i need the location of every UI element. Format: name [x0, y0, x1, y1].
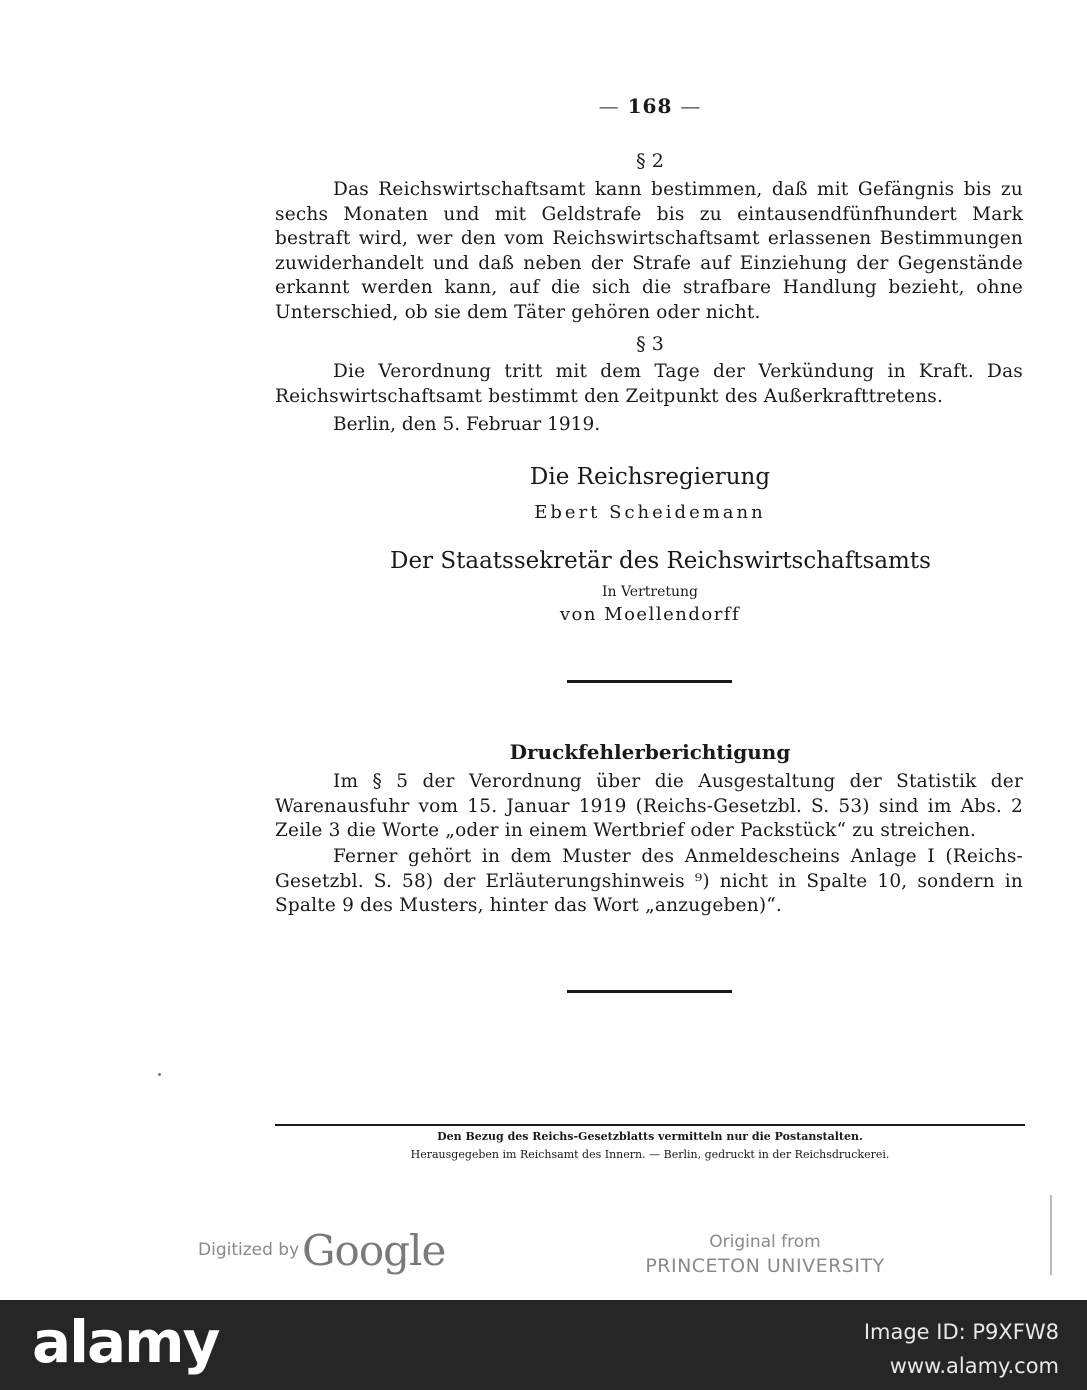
separator-rule — [567, 990, 732, 993]
section-2-heading: § 2 — [636, 150, 664, 172]
separator-rule — [567, 680, 732, 683]
stock-image-id: Image ID: P9XFW8 — [863, 1320, 1059, 1344]
signature-government: Die Reichsregierung — [529, 464, 771, 490]
footer-line-1: Den Bezug des Reichs-Gesetzblatts vermitteln nur die Postanstalten. — [437, 1130, 863, 1143]
stock-info — [864, 1315, 1059, 1383]
digitized-by-label: Digitized by — [198, 1240, 300, 1260]
scan-edge-line — [1050, 1195, 1052, 1275]
footer-line-2: Herausgegeben im Reichsamt des Innern. — Berlin, gedruckt in der Reichsdruckerei. — [410, 1148, 890, 1161]
page-number: — 168 — — [598, 94, 702, 118]
signature-secretary: Der Staatssekretär des Reichswirtschaftsamts — [390, 548, 931, 574]
institution-label: PRINCETON UNIVERSITY — [645, 1255, 885, 1277]
signature-signer: von Moellendorff — [559, 604, 741, 625]
scan-speck — [158, 1073, 161, 1076]
stock-logo: alamy — [32, 1308, 219, 1376]
signature-representation: In Vertretung — [601, 584, 699, 600]
section-2-text: Das Reichswirtschaftsamt kann bestimmen, daß mit Gefängnis bis zu sechs Monaten und mit Geldstrafe bis zu eintausendfünfhundert Mark bestraft wird, wer den vom Reichswirtschaftsamt erlassenen Bestimmungen zuwiderhandelt und daß neben der Strafe auf Einziehung der Gegenstände erkannt werden kann, auf die sich die strafbare Handlung bezieht, ohne Unterschied, ob sie dem Täter gehören oder nicht. — [275, 179, 1023, 323]
section-3-heading: § 3 — [636, 333, 664, 355]
erratum-paragraph-2: Ferner gehört in dem Muster des Anmeldescheins Anlage I (Reichs-Gesetzbl. S. 58) der Erläuterungshinweis ⁹) nicht in Spalte 10, sondern in Spalte 9 des Musters, hinter das Wort „anzugeben)“. — [275, 846, 1023, 916]
google-logo: Google — [302, 1226, 446, 1275]
page-number-value: 168 — [627, 94, 673, 118]
footer-rule — [275, 1124, 1025, 1126]
signature-names: Ebert Scheidemann — [534, 502, 766, 523]
date-line: Berlin, den 5. Februar 1919. — [333, 414, 601, 435]
erratum-heading: Druckfehlerberichtigung — [509, 740, 791, 764]
stock-site: www.alamy.com — [889, 1354, 1059, 1378]
erratum-paragraph-1: Im § 5 der Verordnung über die Ausgestaltung der Statistik der Warenausfuhr vom 15. Januar 1919 (Reichs-Gesetzbl. S. 53) sind im Abs. 2 Zeile 3 die Worte „oder in einem Wertbrief oder Packstück“ zu streichen. — [275, 771, 1023, 841]
section-3-text: Die Verordnung tritt mit dem Tage der Verkündung in Kraft. Das Reichswirtschaftsamt bestimmt den Zeitpunkt des Außerkrafttretens. — [275, 361, 1023, 407]
original-from-label: Original from — [709, 1232, 821, 1252]
